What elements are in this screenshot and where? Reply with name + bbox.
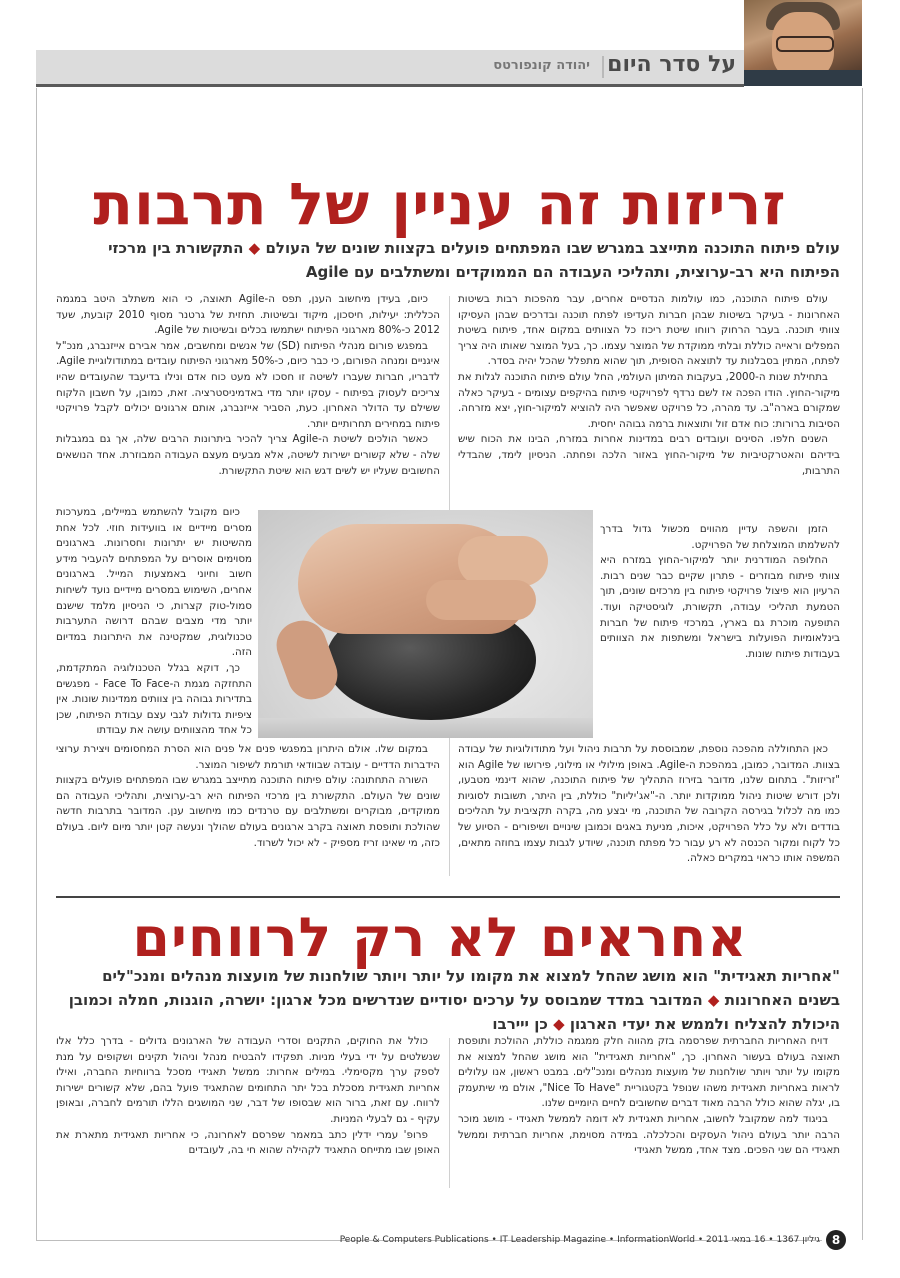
- right-border-line: [862, 88, 863, 1240]
- portrait-glasses: [776, 36, 834, 52]
- paragraph: עולם פיתוח התוכנה, כמו עולמות הנדסיים אחרים, עבר מהפכות רבות בשיטות האחרונות - בעיקר בשיטות שבהן חברות העדיפו לפתח תוכנה ובדרכים שבהן העסיקו צוותי תוכנה. בעבר הרחוק רווחו שיטת ריכוז כל הצוותים במקום אחד, פיתוח בשיטת המפלים וראייה כוללת ובלתי ממוקדת של המוצר עצמו. כך, בעל המוצר שאותו היה צריך לפתח, המתין בסבלנות עד לתוצאה הסופית, תוך שהוא מתפלל שהכל יהיה בסדר.: [458, 293, 840, 368]
- article1-subtitle-a: עולם פיתוח התוכנה מתייצב במגרש שבו המפתחים פועלים בקצוות שונים של העולם: [265, 239, 840, 257]
- middle-finger: [426, 580, 536, 620]
- header-divider: [602, 56, 604, 78]
- footer-line: גיליון 1367 • 16 במאי 2011 • People & Computers Publications • IT Leadership Magazine • InformationWorld: [339, 1235, 820, 1245]
- article2-headline: אחראים לא רק לרווחים: [132, 906, 748, 969]
- article2-right-column: [458, 1034, 840, 1159]
- article1-left-column-top: [56, 292, 440, 479]
- paragraph: כולל את החוקים, התקנים וסדרי העבודה של הארגונים גדולים - בדרך כלל אלו שנשלטים על ידי בעלי מניות. תפקידו להבטיח מנהל וניהול תקינים ושקופים על מנת לספק ערך מקסימלי. במילים אחרות: ממשל תאגידי מסכל ברווחיות החברה, ואילו אחריות תאגידית מסכלת בכל יתר התחומים שהתאגיד פועל בהם, שלא קשורים ישירות לרווח. עם זאת, ברור הוא שבסופו של דבר, שני המושגים הללו תורמים לחברה, ובאופן עקיף - גם לבעלי המניות.: [56, 1035, 440, 1125]
- diamond-icon: ◆: [248, 239, 261, 257]
- diamond-icon: ◆: [553, 1015, 565, 1033]
- article1-right-column-wrap: [600, 522, 840, 662]
- column-header: [36, 50, 744, 87]
- paragraph: בניגוד למה שמקובל לחשוב, אחריות תאגידית לא דומה לממשל תאגידי - מושג מוכר הרבה יותר בעולם ניהול העסקים והכלכלה. במידה מסוימת, אחריות חברתית וממשל תאגידי הם שני הפכים. מצד אחד, ממשל תאגידי: [458, 1112, 840, 1157]
- author-portrait: [744, 0, 862, 86]
- article1-headline: זריזות זה עניין של תרבות: [93, 170, 787, 238]
- article1-right-column-bottom: [458, 742, 840, 867]
- paragraph: דויח האחריות החברתית שפרסמה בזק מהווה חלק ממגמה כוללת, ההולכת ותופסת תאוצה בעולם בעשור האחרון. כך, "אחריות תאגידית" הוא מושג שהחל למצוא את מקומו על יותר ויותר שולחנות של מועצות מנהלים ומנכ"לים. במבט ראשון, אנו עלולים לראות באחריות תאגידית משהו שנופל בקטגוריית "Nice To Have", אולם מי שיתעמק בו, יגלה שהוא כולל הרבה מאוד דברים שחשובים לחיים היומיים שלנו.: [458, 1035, 840, 1110]
- index-finger: [458, 536, 548, 586]
- paragraph: פרופ' עמרי ידלין כתב במאמר שפרסם לאחרונה, כי אחריות תאגידית מתארת את האופן שבו מתייחס התאגיד לקהילה שהוא חי בה, לעובדים: [56, 1128, 440, 1157]
- column-separator: [449, 1038, 450, 1188]
- article2-subtitle-b: המדובר במדד שמבוסס על ערכים יסודיים שנדרשים מכל ארגון: יושרה, הוגנות, חמלה וכמובן היכולת להצליח ולממש את יעדי הארגון: [68, 991, 840, 1033]
- paragraph: כאן התחוללה מהפכה נוספת, שמבוססת על תרבות ניהול ועל מתודולוגיות של עבודה בצוות. המדובר, כמובן, במהפכת ה-Agile. באופן מילולי או מילוני, פירושו של Agile הוא "זריזות". בתחום שלנו, מדובר בזירוז התהליך של פיתוח התוכנה, שהוא דינמי מטבעו, ולכן דורש שיטות ניהול ממוקדות יותר. ה-"אג'יליות" כוללת, בין היתר, תשובות לסוגיות כמו מה לכלול בגירסה הקרובה של התוכנה, מי יבצע מה, בקרה תקציבית על תהליכים בודדים ולא על כלל הפרויקט, איכות, מניעת באגים וכמובן שינויים ושיפורים - הסיוע של כל לקוח ומקור הכנסה לא רע עבור כל מפתח תוכנה, שיודע לגבות עצמו בחוזה מתאים, המשפה אותו כראוי במקרים כאלה.: [458, 743, 840, 865]
- article2-subtitle-a: "אחריות תאגידית" הוא מושג שהחל למצוא את מקומו על יותר ויותר שולחנות של מועצות מנהלים ומנכ"לים בשנים האחרונות: [102, 967, 840, 1009]
- paragraph: כיום, בעידן מיחשוב הענן, תפס ה-Agile תאוצה, כי הוא משתלב היטב במגמה הכללית: יעילות, חיסכון, מיקוד ובשיטות. תחזית של גרטנר מסוף 2010 קובעת, שעד 2012 כ-80% מארגוני הפיתוח ישתמשו בכלים ובשיטות של Agile.: [56, 293, 440, 337]
- article1-subtitle-b: התקשורת בין מרכזי הפיתוח היא רב-ערוצית, ותהליכי העבודה הם הממוקדים ומשתלבים עם Agile: [108, 239, 840, 281]
- section-divider: [56, 896, 840, 898]
- paragraph: החלופה המודרנית יותר למיקור-החוץ במזרח היא צוותי פיתוח מבוזרים - פתרון שקיים כבר שנים רבות. הרעיון הוא פיצול פרויקטי פיתוח בין מרכזים שונים, תוך הטמעת תהליכי עבודה, תקשורת, לוגיסטיקה ועוד. התופעה מוכרת גם בארץ, במרכזי פיתוח של חברות בינלאומיות הפועלות בישראל ומשתפות את הצוותים בעבודות פיתוח שונות.: [600, 554, 840, 660]
- paragraph: במפגש פורום מנהלי הפיתוח (SD) של אנשים ומחשבים, אמר אבירם אייזנברג, מנכ"ל איגניים ומנחה הפורום, כי כבר כיום, כ-50% מארגוני הפיתוח עובדים במתודולוגיית Agile. לדבריו, חברות שעברו לשיטה זו חסכו לא מעט כוח אדם ונילו בדיעבד שהעובדים שהיו צריכים לעסוק בפיתוח - עסקו יותר מדי באדמיניסטרציה. זאת, כמובן, על חשבון הלקוח ששילם עד הדולר האחרון. כעת, הסביר אייזנברג, אותם ארגונים יכולים לקבל פרויקטי פיתוח במחירים תחרותיים יותר.: [56, 339, 440, 430]
- portrait-shirt: [744, 70, 862, 86]
- author-name: יהודה קונפורטס: [493, 58, 590, 73]
- page-number: 8: [826, 1230, 846, 1250]
- article2-subtitle-c: כן ייירבו: [492, 1015, 548, 1033]
- diamond-icon: ◆: [707, 991, 720, 1009]
- article1-left-column-wrap: [56, 505, 252, 739]
- article1-right-column-top: [458, 292, 840, 479]
- hand-on-mouse-photo: [258, 510, 593, 738]
- paragraph: כך, דוקא בגלל הטכנולוגיה המתקדמת, התחזקה מגמת ה-Face To Face - מפגשים בתדירות גבוהה בין צוותים ממדינות שונות. אין ציפיות גדולות לגבי עצם עבודת הפיתוח, שכן כל אחד מהצוותים עושה את עבודתו: [56, 661, 252, 737]
- paragraph: השנים חלפו. הסינים ועובדים רבים במדינות אחרות במזרח, הבינו את הכוח שיש בידיהם והאטרקטיביות של מיקור-החוץ באזור הלכה ופחתה. הניסיון לימד, שהבדלי התרבות,: [458, 433, 840, 477]
- article1-subtitle: [56, 236, 840, 284]
- paragraph: השורה התחתונה: עולם פיתוח התוכנה מתייצב במגרש שבו המפתחים פועלים בקצוות שונים של העולם. התקשורת בין מרכזי הפיתוח היא רב-ערוצית, ותהליכי העבודה הם ממוקדים, מבוקרים ומשתלבים עם טרנדים כמו מיחשוב ענן. המדובר בתרבות חדשה שהולכת ותופסת תאוצה בקרב ארגונים בעולם שהולך ונעשה קטן יותר מיום ליום. בעולם כזה, מי שאינו זריז מספיק - לא יכול לשרוד.: [56, 774, 440, 849]
- article2-left-column: [56, 1034, 440, 1159]
- article1-left-column-bottom: [56, 742, 440, 851]
- column-title: על סדר היום: [607, 52, 736, 77]
- article2-subtitle: [56, 964, 840, 1036]
- paragraph: במקום שלו. אולם היתרון במפגשי פנים אל פנים הוא הסרת המחסומים ויצירת ערוצי הידברות הדדיים - עובדה שבוודאי תורמת לשיפור המוצר.: [56, 743, 440, 771]
- paragraph: כיום מקובל להשתמש במיילים, במערכות מסרים מיידיים או בוועידות חוזי. לכל אחת מהשיטות יש יתרונות וחסרונות. בארגונים מסוימים אוסרים על המפתחים להעביר מידע חשוב וחיוני באמצעות המייל. בארגונים אחרים, השימוש במסרים מיידיים נועד לשיחות סמול-טוק קצרות, כי הניסיון מלמד שישנם יותר מדי מצבים שבהם דרושה התערבות טכנולוגית, שמקטינה את היתרונות במדיום הזה.: [56, 506, 252, 659]
- paragraph: הזמן והשפה עדיין מהווים מכשול גדול בדרך להשלמתו המוצלחת של הפרויקט.: [600, 523, 840, 551]
- paragraph: בתחילת שנות ה-2000, בעקבות המיתון העולמי, החל עולם פיתוח התוכנה לגלות את מיקור-החוץ. הודו הפכה אז לשם נרדף לפרויקטי פיתוח בהיקפים עצומים - בעיקר כאלה שמקורם בארה"ב. עד מהרה, כל פרויקט שאפשר היה להוציא למיקור-חוץ, יצא מזרחה. הסיבות ברורות: כוח אדם זול ותוצאות ברמה גבוהה יחסית.: [458, 370, 840, 430]
- mouse-pad: [258, 718, 593, 738]
- left-border-line: [36, 88, 37, 1240]
- paragraph: כאשר הולכים לשיטת ה-Agile צריך להכיר ביתרונות הרבים שלה, אך גם במגבלות שלה - שלא קשורים ישירות לשיטה, אלא מבעים מעצם העבודה המבוזרת. אחד הנושאים החשובים שעליו יש לשים דגש הוא שיטת התקשורת.: [56, 433, 440, 477]
